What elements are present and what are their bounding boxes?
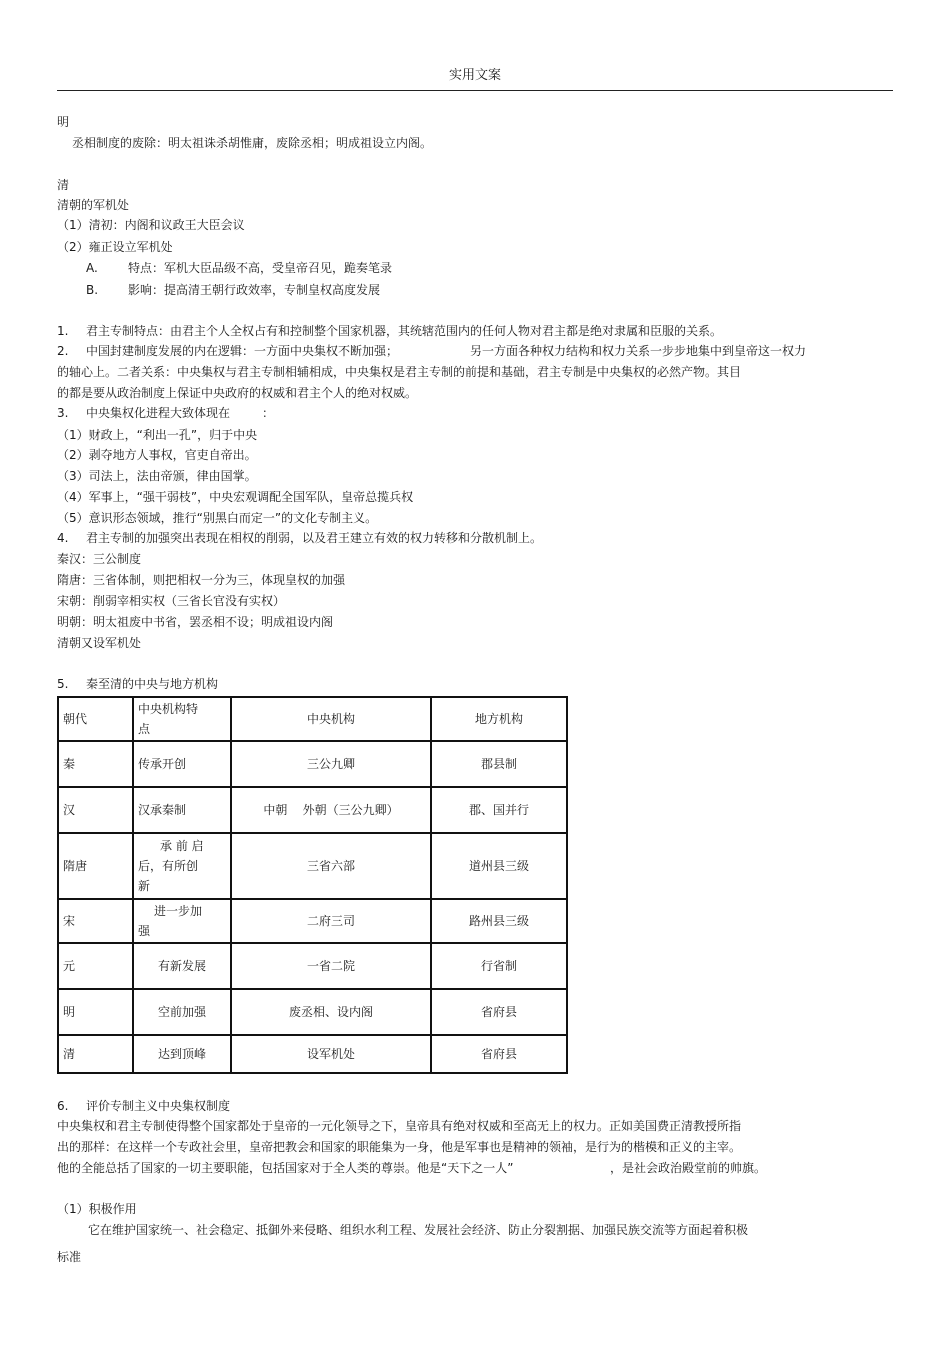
header-feature-line-2: 点 bbox=[138, 722, 151, 736]
table-row bbox=[58, 989, 567, 1035]
point-3-item-4: （4）军事上，“强干弱枝”，中央宏观调配全国军队，皇帝总揽兵权 bbox=[57, 490, 414, 504]
cell-feature: 有新发展 bbox=[133, 943, 231, 989]
cell-feature-line-2: 强 bbox=[138, 924, 151, 938]
point-4-item-4: 明朝：明太祖废中书省，罢丞相不设；明成祖设内阁 bbox=[57, 615, 334, 629]
point-3-item-1: （1）财政上，“利出一孔”，归于中央 bbox=[57, 428, 258, 442]
qing-subheading: 清朝的军机处 bbox=[57, 198, 130, 212]
point-4-number: 4. bbox=[57, 531, 69, 545]
table-row bbox=[58, 787, 567, 833]
cell-dynasty: 秦 bbox=[58, 741, 133, 787]
cell-feature: 空前加强 bbox=[133, 989, 231, 1035]
cell-feature bbox=[133, 899, 231, 943]
header-central: 中央机构 bbox=[231, 697, 431, 741]
cell-central: 三省六部 bbox=[231, 833, 431, 899]
point-6-line-3b: ，是社会政治殿堂前的帅旗。 bbox=[610, 1161, 767, 1175]
cell-dynasty: 汉 bbox=[58, 787, 133, 833]
cell-central: 二府三司 bbox=[231, 899, 431, 943]
cell-central bbox=[231, 787, 431, 833]
qing-sub-text-b: 影响：提高清王朝行政效率，专制皇权高度发展 bbox=[128, 283, 381, 297]
cell-dynasty: 元 bbox=[58, 943, 133, 989]
header-dynasty: 朝代 bbox=[58, 697, 133, 741]
point-2-line-3: 的都是要从政治制度上保证中央政府的权威和君主个人的绝对权威。 bbox=[57, 386, 418, 400]
cell-dynasty: 明 bbox=[58, 989, 133, 1035]
cell-local: 郡县制 bbox=[431, 741, 567, 787]
point-4-item-2: 隋唐：三省体制，则把相权一分为三，体现皇权的加强 bbox=[57, 573, 346, 587]
point-6-line-2: 出的那样：在这样一个专政社会里，皇帝把教会和国家的职能集为一身，他是军事也是精神的领袖，是行为的楷模和正义的主宰。 bbox=[57, 1140, 742, 1154]
cell-feature: 传承开创 bbox=[133, 741, 231, 787]
cell-central: 三公九卿 bbox=[231, 741, 431, 787]
cell-dynasty: 隋唐 bbox=[58, 833, 133, 899]
point-6-line-1: 中央集权和君主专制使得整个国家都处于皇帝的一元化领导之下，皇帝具有绝对权威和至高无上的权力。正如美国费正清教授所指 bbox=[57, 1119, 742, 1133]
point-3-colon: ： bbox=[262, 406, 275, 420]
positive-effect-heading: （1）积极作用 bbox=[57, 1202, 137, 1216]
cell-local: 道州县三级 bbox=[431, 833, 567, 899]
point-3-item-2: （2）剥夺地方人事权，官吏自帝出。 bbox=[57, 448, 257, 462]
point-4-item-1: 秦汉：三公制度 bbox=[57, 552, 142, 566]
cell-dynasty: 清 bbox=[58, 1035, 133, 1073]
point-1-number: 1. bbox=[57, 324, 69, 338]
cell-feature: 达到顶峰 bbox=[133, 1035, 231, 1073]
institutions-table bbox=[57, 696, 568, 1074]
ming-heading: 明 bbox=[57, 115, 70, 129]
cell-feature-line-2: 后，有所创 bbox=[138, 859, 199, 873]
point-6-number: 6. bbox=[57, 1099, 69, 1113]
point-6-line-3a: 他的全能总括了国家的一切主要职能，包括国家对于全人类的尊崇。他是“天下之一人” bbox=[57, 1161, 514, 1175]
ming-chancellor-line: 丞相制度的废除：明太祖诛杀胡惟庸，废除丞相；明成祖设立内阁。 bbox=[72, 136, 433, 150]
page-header-title: 实用文案 bbox=[448, 68, 501, 83]
qing-heading: 清 bbox=[57, 178, 70, 192]
cell-local: 省府县 bbox=[431, 1035, 567, 1073]
point-2-text-a: 中国封建制度发展的内在逻辑：一方面中央集权不断加强； bbox=[86, 344, 399, 358]
table-row bbox=[58, 1035, 567, 1073]
point-3-number: 3. bbox=[57, 406, 69, 420]
table-header-row bbox=[58, 697, 567, 741]
header-feature-line-1: 中央机构特 bbox=[138, 702, 199, 716]
point-4-item-3: 宋朝：削弱宰相实权（三省长官没有实权） bbox=[57, 594, 286, 608]
qing-item-2: （2）雍正设立军机处 bbox=[57, 240, 173, 254]
table-row bbox=[58, 833, 567, 899]
point-3-item-3: （3）司法上，法由帝颁，律由国掌。 bbox=[57, 469, 257, 483]
cell-local: 郡、国并行 bbox=[431, 787, 567, 833]
cell-feature-line-3: 新 bbox=[138, 879, 151, 893]
positive-effect-line-2: 标准 bbox=[57, 1250, 82, 1264]
cell-central: 废丞相、设内阁 bbox=[231, 989, 431, 1035]
point-2-line-2: 的轴心上。二者关系：中央集权与君主专制相辅相成，中央集权是君主专制的前提和基础，君主专制是中央集权的必然产物。其目 bbox=[57, 365, 742, 379]
point-5-text: 秦至清的中央与地方机构 bbox=[86, 677, 219, 691]
cell-central: 设军机处 bbox=[231, 1035, 431, 1073]
positive-effect-line-1: 它在维护国家统一、社会稳定、抵御外来侵略、组织水利工程、发展社会经济、防止分裂割据、加强民族交流等方面起着积极 bbox=[88, 1223, 749, 1237]
point-4-text: 君主专制的加强突出表现在相权的削弱，以及君王建立有效的权力转移和分散机制上。 bbox=[86, 531, 543, 545]
qing-sub-letter-a: A. bbox=[86, 261, 98, 275]
cell-local: 行省制 bbox=[431, 943, 567, 989]
point-6-text: 评价专制主义中央集权制度 bbox=[86, 1099, 231, 1113]
cell-dynasty: 宋 bbox=[58, 899, 133, 943]
cell-feature-line-1: 进一步加 bbox=[154, 904, 203, 918]
cell-central-part-b: 外朝（三公九卿） bbox=[302, 803, 399, 817]
point-4-item-5: 清朝又设军机处 bbox=[57, 636, 142, 650]
table-row bbox=[58, 899, 567, 943]
qing-sub-letter-b: B. bbox=[86, 283, 99, 297]
point-3-text: 中央集权化进程大致体现在 bbox=[86, 406, 231, 420]
header-feature bbox=[133, 697, 231, 741]
cell-central: 一省二院 bbox=[231, 943, 431, 989]
qing-item-1: （1）清初：内阁和议政王大臣会议 bbox=[57, 218, 245, 232]
cell-feature-line-1: 承 前 启 bbox=[160, 839, 204, 853]
point-1-text: 君主专制特点：由君主个人全权占有和控制整个国家机器，其统辖范围内的任何人物对君主都是绝对隶属和臣服的关系。 bbox=[86, 324, 723, 338]
header-divider bbox=[57, 90, 893, 91]
table-row bbox=[58, 943, 567, 989]
qing-sub-text-a: 特点：军机大臣品级不高，受皇帝召见，跪奏笔录 bbox=[128, 261, 393, 275]
cell-local: 路州县三级 bbox=[431, 899, 567, 943]
point-2-number: 2. bbox=[57, 344, 69, 358]
point-2-text-b: 另一方面各种权力结构和权力关系一步步地集中到皇帝这一权力 bbox=[470, 344, 807, 358]
cell-local: 省府县 bbox=[431, 989, 567, 1035]
cell-central-part-a: 中朝 bbox=[263, 803, 288, 817]
table-row bbox=[58, 741, 567, 787]
cell-feature bbox=[133, 833, 231, 899]
header-local: 地方机构 bbox=[431, 697, 567, 741]
cell-feature: 汉承秦制 bbox=[133, 787, 231, 833]
point-3-item-5: （5）意识形态领域，推行“别黑白而定一”的文化专制主义。 bbox=[57, 511, 378, 525]
point-5-number: 5. bbox=[57, 677, 69, 691]
